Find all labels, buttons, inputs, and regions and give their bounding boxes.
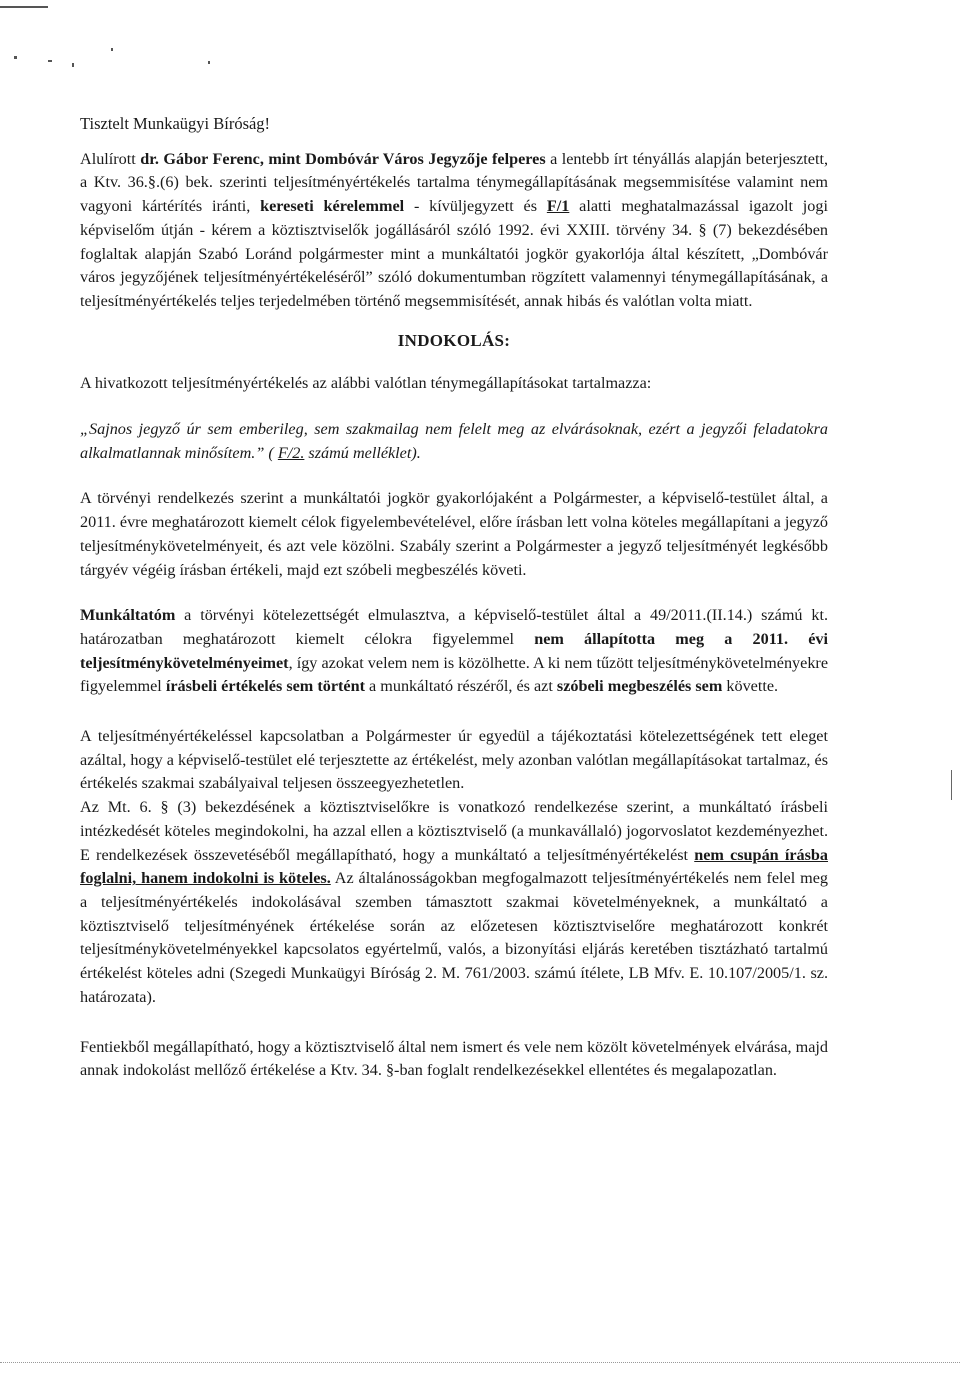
letter-page: [80, 112, 828, 1083]
body-text: Az Mt. 6. § (3) bekezdésének a köztisztviselőkre is vonatkozó rendelkezése szerint, a munkáltató írásbeli intézkedését köteles megindokolni, ha azzal ellen a köztisztviselő (a munkavállaló) jogorvoslatot kezdeményezhet. E rendelkezések összevetéséből megállapítható, hogy a munkáltató a teljesítményértékelést: [80, 798, 828, 864]
bold-term: írásbeli értékelés sem történt: [165, 677, 365, 696]
intro-paragraph: [80, 148, 828, 314]
claim-term: kereseti kérelemmel: [260, 197, 405, 216]
body-text: Az általánosságokban megfogalmazott teljesítményértékelés nem felel meg a teljesítményértékelés indokolásával szemben támasztott szakmai követelményeknek, a munkáltató a köztisztviselő teljesítményének értékelése során az előzetesen köztisztviselőre meghatározott konkrét teljesítménykövetelményekkel kapcsolatos egyértelmű, valós, a bizonyítási eljárás keretében tisztázható tartalmú értékelést köteles adni (Szegedi Munkaügyi Bíróság 2. M. 761/2003. számú ítélete, LB Mfv. E. 10.107/2005/1. sz. határozata).: [80, 869, 829, 1006]
body-text: , így azokat velem nem is közölhette. A ki nem tűzött teljesítménykövetelményekre figyelemmel: [80, 653, 828, 696]
scan-mark-line: [0, 6, 48, 8]
scan-speck: [48, 60, 52, 62]
section-heading: INDOKOLÁS:: [397, 330, 511, 350]
attachment-ref: F/1: [546, 197, 570, 216]
paragraph-employer: [80, 604, 828, 699]
intro-text: alatti meghatalmazással igazolt jogi képviselőm útján - kérem a köztisztviselők jogállásáról szóló 1992. évi XXIII. törvény 34. § (7) bekezdésében foglaltak alapján Szabó Loránd polgármester mint a munkáltatói jogkör gyakorlója által készített, „Dombóvár város jegyzőjének teljesítményértékeléséről” szóló dokumentumban rögzített valamennyi ténymegállapításának, a teljesítményértékelés teljes terjedelmében történő megsemmisítését, annak hibás és valótlan volta miatt.: [80, 197, 828, 310]
scan-speck: [72, 63, 74, 67]
body-text: a munkáltató részéről, és azt: [364, 677, 557, 696]
greeting: Tisztelt Munkaügyi Bíróság!: [80, 114, 271, 133]
margin-mark: [951, 770, 952, 800]
intro-text: - kívüljegyzett és: [404, 197, 547, 216]
paragraph-cited: A hivatkozott teljesítményértékelés az alábbi valótlan ténymegállapításokat tartalmazza:: [80, 374, 652, 393]
quote-paragraph: [80, 418, 828, 465]
intro-text: a lentebb írt tényállás alapján beterjesztett, a Ktv. 36.§.(6) bek. szerinti teljesítményértékelés tartalma ténymegállapításának megsemmisítése valamint nem vagyoni kártérítés iránti,: [80, 149, 829, 216]
attachment-ref: F/2.: [277, 443, 305, 462]
quote-text: „Sajnos jegyző úr sem emberileg, sem szakmailag nem felelt meg az elvárásoknak, ezért a jegyzői feladatokra alkalmatlannak minősítem.” (: [80, 420, 828, 462]
paragraph-conclusion: Fentiekből megállapítható, hogy a köztisztviselő által nem ismert és vele nem közölt követelmények elvárása, majd annak indokolást mellőző értékelése a Ktv. 34. §-ban foglalt rendelkezésekkel ellentétes és megalapozatlan.: [80, 1037, 828, 1080]
body-text: követte.: [722, 677, 779, 696]
body-text: a törvényi kötelezettségét elmulasztva, a képviselő-testület által a 49/2011.(II.14.) számú kt. határozatban meghatározott kiemelt célokra figyelemmel: [80, 606, 828, 648]
paragraph-mt: [80, 796, 828, 1009]
bold-term: szóbeli megbeszélés sem: [556, 677, 723, 696]
scan-speck: [208, 61, 210, 64]
paragraph-legal: A törvényi rendelkezés szerint a munkáltatói jogkör gyakorlójaként a Polgármester, a képviselő-testület által, a 2011. évre meghatározott kiemelt célok figyelembevételével, előre írásban lett volna köteles megállapítani a jegyző teljesítménykövetelményeit, és azt vele közölni. Szabály szerint a Polgármester a jegyző teljesítményét legkésőbb tárgyév végéig írásban értékeli, majd ezt szóbeli megbeszélés követi.: [80, 489, 828, 579]
bold-term: Munkáltatóm: [80, 606, 176, 625]
scan-speck: [111, 48, 113, 51]
intro-text: Alulírott: [80, 149, 141, 168]
bold-term: nem állapította meg a 2011. évi teljesítménykövetelményeimet: [80, 629, 828, 672]
scan-speck: [14, 56, 17, 59]
emphasis-text: nem csupán írásba foglalni, hanem indokolni is köteles.: [80, 845, 829, 888]
quote-tail: számú melléklet).: [304, 443, 421, 462]
plaintiff-name: dr. Gábor Ferenc, mint Dombóvár Város Jegyzője felperes: [140, 149, 546, 168]
scan-footer-line: [0, 1362, 960, 1364]
paragraph-evaluation: A teljesítményértékeléssel kapcsolatban a Polgármester úr egyedül a tájékoztatási kötelezettségének tett eleget azáltal, hogy a képviselő-testület elé terjesztette az értékelést, mely azonban valótlan megállapításokat tartalmaz, és értékelés szakmai szabályaival teljesen összeegyezhetetlen.: [80, 727, 828, 793]
